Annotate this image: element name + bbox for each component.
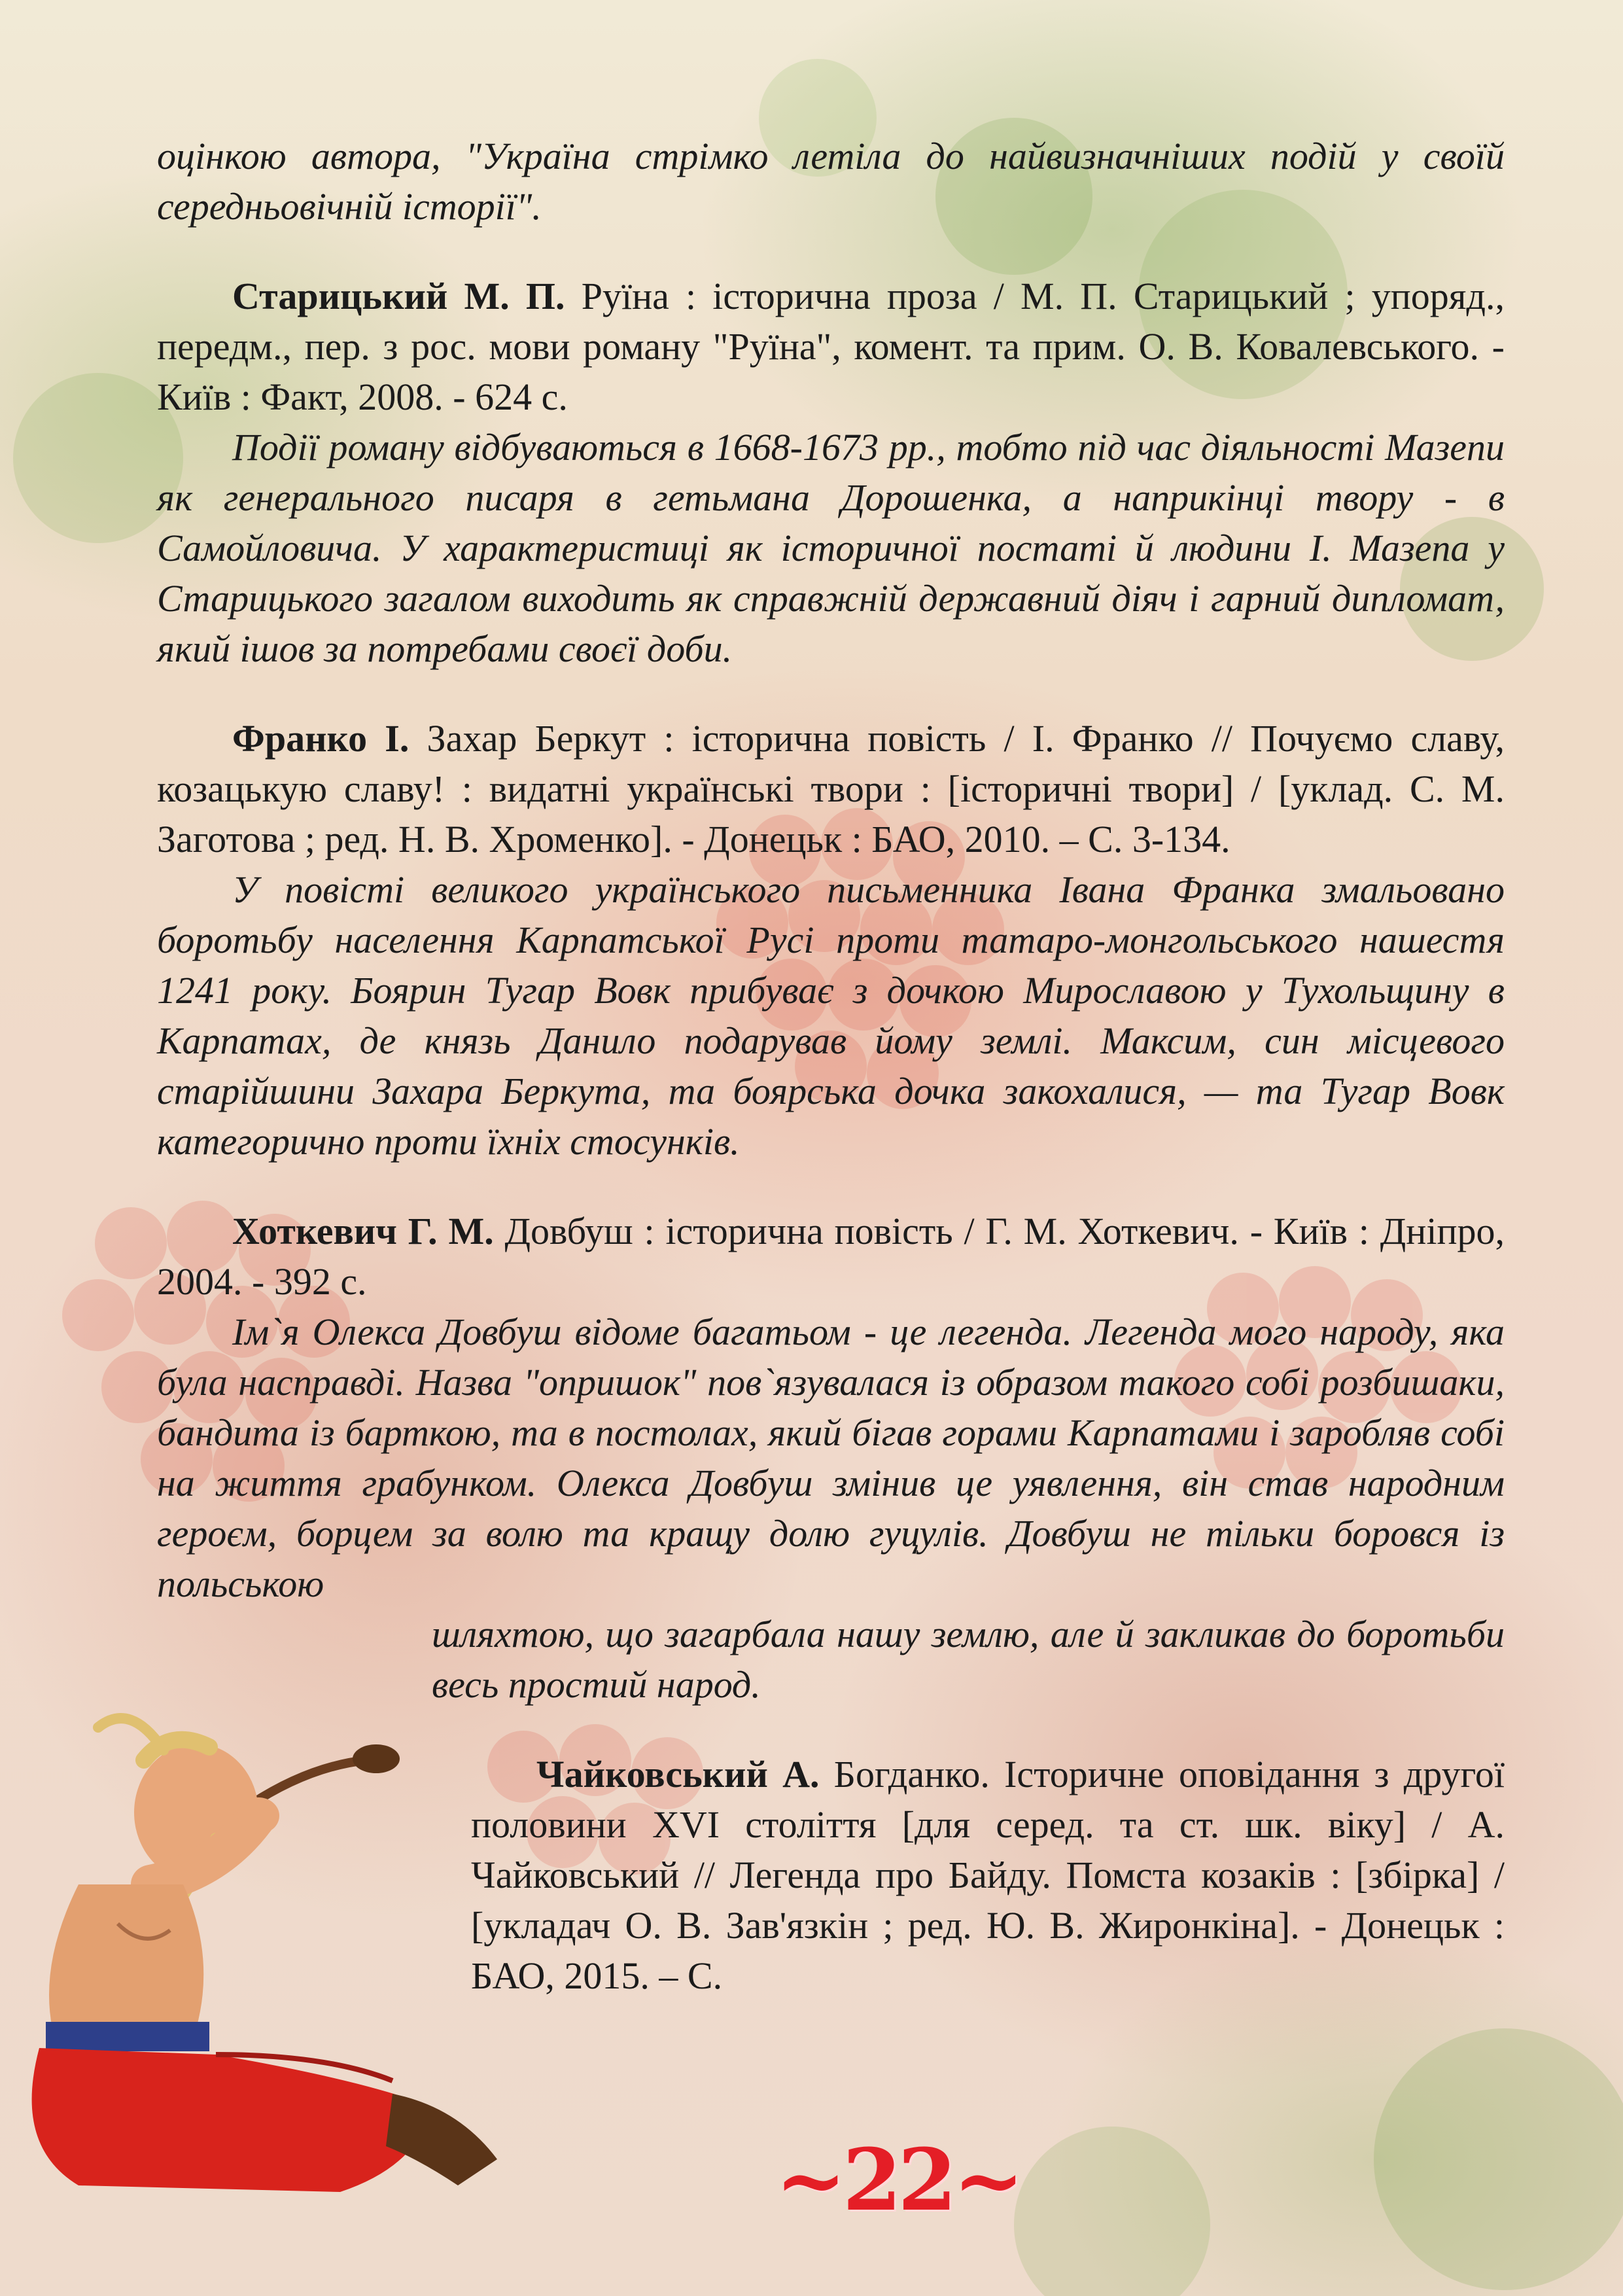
entry-annotation: У повісті великого українського письменника Івана Франка змальовано боротьбу населення Карпатської Русі проти татаро-монгольського нашестя 1241 року. Боярин Тугар Вовк прибуває з дочкою Мирославою у Тухольщину в Карпатах, де князь Данило подарував йому землі. Максим, син місцевого старійшини Захара Беркута, та боярська дочка закохалися, — та Тугар Вовк категорично проти їхніх стосунків.	[157, 868, 1505, 1163]
bibliography-entry	[471, 1749, 1505, 2001]
continuation-annotation: оцінкою автора, "Україна стрімко летіла до найвизначніших подій у своїй середньовічній історії".	[157, 135, 1505, 228]
entry-author: Франко І.	[232, 717, 410, 760]
entry-citation: Руїна : історична проза / М. П. Старицький ; упоряд., передм., пер. з рос. мови роману "Руїна", комент. та прим. О. В. Ковалевського. - Київ : Факт, 2008. - 624 с.	[157, 275, 1505, 418]
page-number: ~22~	[775, 2130, 1021, 2230]
bibliography-entry	[157, 713, 1505, 864]
entry-author: Хоткевич Г. М.	[232, 1210, 494, 1252]
entry-author: Старицький М. П.	[232, 275, 565, 317]
entry-citation: Довбуш : історична повість / Г. М. Хоткевич. - Київ : Дніпро, 2004. - 392 с.	[157, 1210, 1505, 1303]
entry-annotation: Ім`я Олекса Довбуш відоме багатьом - це легенда. Легенда мого народу, яка була насправді. Назва "опришок" пов`язувалася із образом такого собі розбишаки, бандита із барткою, та в постолах, який бігав горами Карпатами і заробляв собі на життя грабунком. Олекса Довбуш змінив це уявлення, він став народним героєм, борцем за волю та кращу долю гуцулів. Довбуш не тільки боровся із польською	[157, 1311, 1505, 1605]
entry-author: Чайковський А.	[536, 1753, 820, 1795]
bibliography-entry	[157, 1206, 1505, 1307]
entry-citation: Богданко. Історичне оповідання з другої половини XVI століття [для серед. та ст. шк. віку] / А. Чайковський // Легенда про Байду. Помста козаків : [збірка] / [укладач О. В. Зав'язкін ; ред. Ю. В. Жиронкіна]. - Донецьк : БАО, 2015. – С.	[471, 1753, 1505, 1997]
bibliography-entry	[157, 271, 1505, 422]
cossack-illustration	[0, 1688, 589, 2212]
entry-citation: Захар Беркут : історична повість / І. Франко // Почуємо славу, козацькую славу! : видатні українські твори : [історичні твори] / [уклад. С. М. Заготова ; ред. Н. В. Хроменко]. - Донецьк : БАО, 2010. – С. 3-134.	[157, 717, 1505, 860]
entry-annotation-continued: шляхтою, що загарбала нашу землю, але й закликав до боротьби весь простий народ.	[432, 1613, 1505, 1706]
entry-annotation: Події роману відбуваються в 1668-1673 рр., тобто під час діяльності Мазепи як генерального писаря в гетьмана Дорошенка, а наприкінці твору - в Самойловича. У характеристиці як історичної постаті й людини І. Мазепа у Старицького загалом виходить як справжній державний діяч і гарний дипломат, який ішов за потребами своєї доби.	[157, 426, 1505, 670]
